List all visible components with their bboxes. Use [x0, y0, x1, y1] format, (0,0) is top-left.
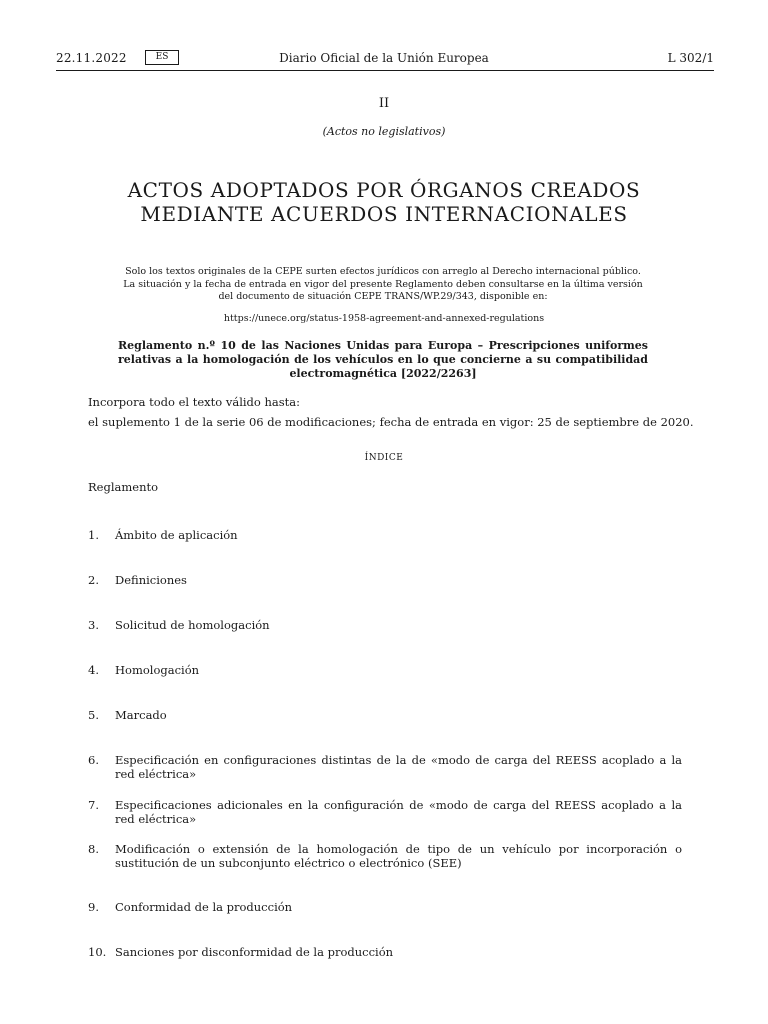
toc-item-number: 9. — [88, 900, 99, 914]
toc-item[interactable] — [88, 753, 682, 781]
toc-item-text: Marcado — [115, 708, 167, 722]
toc-item[interactable] — [88, 798, 682, 826]
toc-item-number: 8. — [88, 842, 99, 856]
status-url-link[interactable]: https://unece.org/status-1958-agreement-and-annexed-regulations — [223, 313, 545, 324]
toc-item-number: 7. — [88, 798, 99, 812]
toc-item-number: 4. — [88, 663, 99, 677]
page-reference: L 302/1 — [667, 51, 714, 65]
section-subtitle: (Actos no legislativos) — [322, 125, 446, 138]
toc-item-text: Especificaciones adicionales en la configuración de «modo de carga del REESS acoplado a la red eléctrica» — [115, 798, 682, 826]
toc-item[interactable] — [88, 573, 682, 587]
section-title-line-1: ACTOS ADOPTADOS POR ÓRGANOS CREADOS — [127, 178, 641, 202]
toc-item-text: Definiciones — [115, 573, 187, 587]
toc-item-number: 10. — [88, 945, 107, 959]
toc-item-number: 2. — [88, 573, 99, 587]
toc-item-text: Solicitud de homologación — [115, 618, 270, 632]
index-heading: ÍNDICE — [364, 453, 404, 463]
toc-item-number: 3. — [88, 618, 99, 632]
toc-item-text: Homologación — [115, 663, 200, 677]
toc-item[interactable] — [88, 618, 682, 632]
toc-item-number: 1. — [88, 528, 99, 542]
toc-item-text: Modificación o extensión de la homologación de tipo de un vehículo por incorporación o sustitución de un subconjunto eléctrico o electrónico (SEE) — [115, 842, 682, 870]
section-title-line-2: MEDIANTE ACUERDOS INTERNACIONALES — [140, 202, 628, 226]
toc-item-text: Sanciones por disconformidad de la producción — [115, 945, 394, 959]
toc-item[interactable] — [88, 708, 682, 722]
legal-note: Solo los textos originales de la CEPE surten efectos jurídicos con arreglo al Derecho internacional público. La situación y la fecha de entrada en vigor del presente Reglamento deben consultarse en la última versión del documento de situación CEPE TRANS/WP.29/343, disponible en: — [123, 266, 643, 302]
header-divider — [56, 70, 714, 71]
section-title — [0, 178, 768, 226]
toc-item[interactable] — [88, 528, 682, 542]
toc-item-number: 6. — [88, 753, 99, 767]
journal-title: Diario Oficial de la Unión Europea — [279, 51, 489, 65]
index-group-label: Reglamento — [88, 480, 159, 494]
section-number: II — [378, 96, 390, 111]
header-date: 22.11.2022 — [56, 51, 127, 65]
toc-item-number: 5. — [88, 708, 99, 722]
toc-item-text: Ámbito de aplicación — [115, 528, 238, 542]
toc-item-text: Conformidad de la producción — [115, 900, 293, 914]
toc-item[interactable] — [88, 663, 682, 677]
toc-item[interactable] — [88, 900, 682, 914]
supplement-text: el suplemento 1 de la serie 06 de modificaciones; fecha de entrada en vigor: 25 de septiembre de 2020. — [88, 415, 694, 429]
toc-item[interactable] — [88, 945, 682, 959]
regulation-title: Reglamento n.º 10 de las Naciones Unidas para Europa – Prescripciones uniformes relativas a la homologación de los vehículos en lo que concierne a su compatibilidad electromagnética [2022/2263] — [118, 339, 648, 380]
incorporates-text: Incorpora todo el texto válido hasta: — [88, 395, 301, 409]
language-badge: ES — [145, 50, 179, 65]
toc-item[interactable] — [88, 842, 682, 870]
toc-item-text: Especificación en configuraciones distintas de la de «modo de carga del REESS acoplado a la red eléctrica» — [115, 753, 682, 781]
